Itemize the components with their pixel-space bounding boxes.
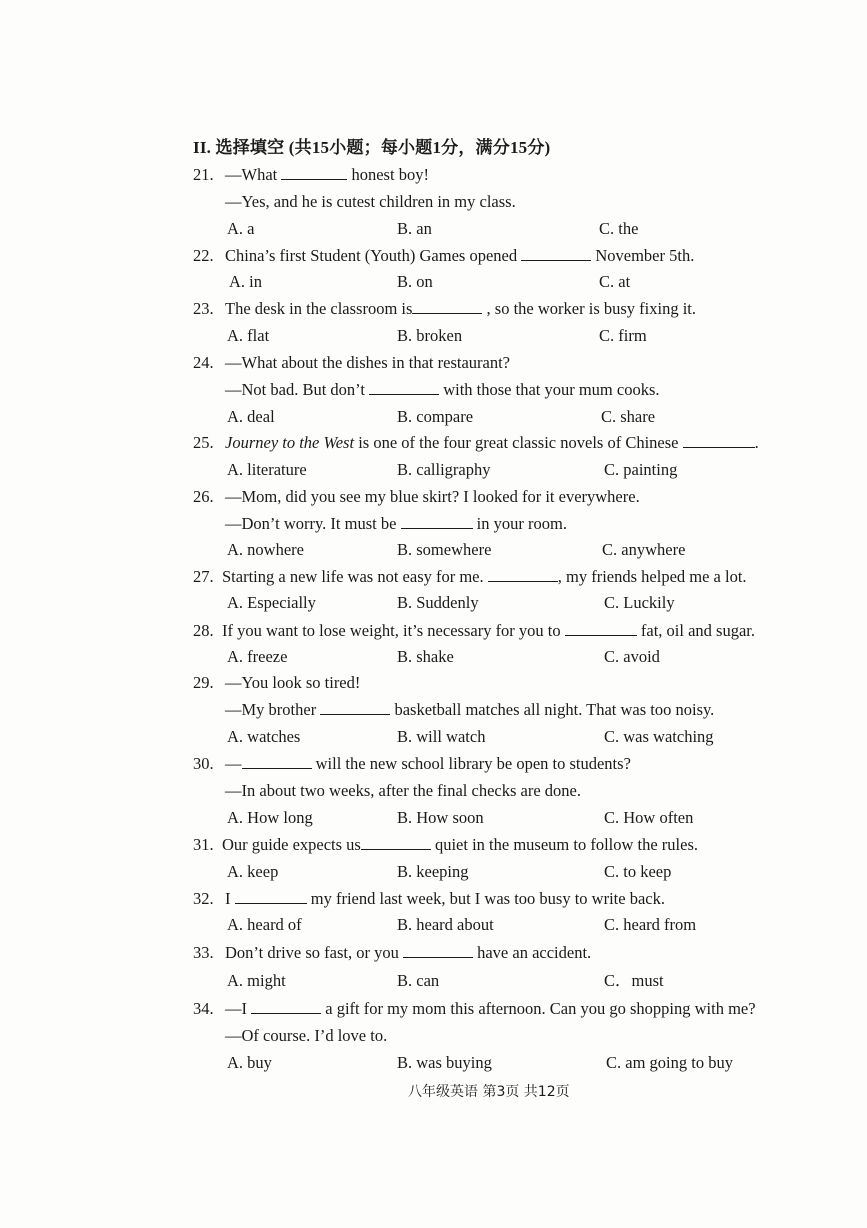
option-c[interactable]: C. at — [599, 272, 631, 291]
question-26-line2: —Don’t worry. It must be in your room. — [225, 514, 567, 533]
question-21-line2: —Yes, and he is cutest children in my class. — [225, 192, 516, 211]
answer-blank[interactable] — [488, 567, 558, 582]
question-27: 27. Starting a new life was not easy for me. , my friends helped me a lot. — [193, 567, 747, 586]
question-32: 32. I my friend last week, but I was too busy to write back. — [193, 889, 665, 908]
option-a[interactable]: A. flat — [227, 326, 270, 345]
question-24: 24. —What about the dishes in that restaurant? — [193, 353, 510, 372]
page-footer: 八年级英语 第3页 共12页 — [408, 1084, 570, 1100]
question-30: 30. — will the new school library be open to students? — [193, 754, 631, 773]
question-30-line2: —In about two weeks, after the final checks are done. — [225, 781, 581, 800]
question-23: 23. The desk in the classroom is , so the worker is busy fixing it. — [193, 299, 696, 318]
option-b[interactable]: B. keeping — [397, 862, 469, 881]
question-34-line2: —Of course. I’d love to. — [225, 1026, 388, 1045]
option-b[interactable]: B. can — [397, 971, 440, 990]
option-c[interactable]: C. Luckily — [604, 593, 675, 612]
option-c[interactable]: C. firm — [599, 326, 647, 345]
option-c[interactable]: C. avoid — [604, 647, 660, 666]
answer-blank[interactable] — [320, 700, 390, 715]
question-21: 21. —What honest boy! — [193, 165, 429, 184]
option-a[interactable]: A. a — [227, 219, 255, 238]
answer-blank[interactable] — [683, 433, 755, 448]
answer-blank[interactable] — [251, 999, 321, 1014]
option-c[interactable]: C. painting — [604, 460, 678, 479]
question-33: 33. Don’t drive so fast, or you have an accident. — [193, 943, 592, 962]
option-c[interactable]: C. heard from — [604, 915, 697, 934]
question-24-line2: —Not bad. But don’t with those that your mum cooks. — [225, 380, 660, 399]
option-a[interactable]: A. Especially — [227, 593, 316, 612]
option-c[interactable]: C. How often — [604, 808, 694, 827]
option-a[interactable]: A. literature — [227, 460, 307, 479]
question-28: 28. If you want to lose weight, it’s necessary for you to fat, oil and sugar. — [193, 621, 755, 640]
option-b[interactable]: B. broken — [397, 326, 463, 345]
question-26: 26. —Mom, did you see my blue skirt? I looked for it everywhere. — [193, 487, 640, 506]
option-b[interactable]: B. calligraphy — [397, 460, 491, 479]
option-c[interactable]: C. am going to buy — [606, 1053, 733, 1072]
answer-blank[interactable] — [235, 889, 307, 904]
option-a[interactable]: A. buy — [227, 1053, 272, 1072]
question-22: 22. China’s first Student (Youth) Games opened November 5th. — [193, 246, 695, 265]
answer-blank[interactable] — [281, 165, 347, 180]
section-title: II. 选择填空 (共15小题；每小题1分，满分15分) — [193, 138, 551, 157]
question-29-line2: —My brother basketball matches all night. That was too noisy. — [225, 700, 715, 719]
option-b[interactable]: B. somewhere — [397, 540, 492, 559]
option-c[interactable]: C. the — [599, 219, 639, 238]
question-25: 25. Journey to the West is one of the four great classic novels of Chinese . — [193, 433, 759, 452]
answer-blank[interactable] — [242, 754, 312, 769]
option-b[interactable]: B. will watch — [397, 727, 486, 746]
option-a[interactable]: A. in — [229, 272, 262, 291]
option-b[interactable]: B. was buying — [397, 1053, 492, 1072]
question-29: 29. —You look so tired! — [193, 673, 361, 692]
option-b[interactable]: B. heard about — [397, 915, 494, 934]
option-c[interactable]: C．must — [604, 971, 664, 990]
answer-blank[interactable] — [412, 299, 482, 314]
option-b[interactable]: B. Suddenly — [397, 593, 479, 612]
option-b[interactable]: B. shake — [397, 647, 454, 666]
option-b[interactable]: B. compare — [397, 407, 474, 426]
answer-blank[interactable] — [521, 246, 591, 261]
answer-blank[interactable] — [403, 943, 473, 958]
option-c[interactable]: C. to keep — [604, 862, 672, 881]
option-c[interactable]: C. was watching — [604, 727, 714, 746]
option-a[interactable]: A. might — [227, 971, 286, 990]
answer-blank[interactable] — [565, 621, 637, 636]
answer-blank[interactable] — [361, 835, 431, 850]
option-c[interactable]: C. anywhere — [602, 540, 686, 559]
option-a[interactable]: A. freeze — [227, 647, 288, 666]
option-b[interactable]: B. on — [397, 272, 433, 291]
option-b[interactable]: B. an — [397, 219, 432, 238]
option-a[interactable]: A. keep — [227, 862, 279, 881]
option-a[interactable]: A. heard of — [227, 915, 302, 934]
question-34: 34. —I a gift for my mom this afternoon. Can you go shopping with me? — [193, 999, 756, 1018]
question-31: 31. Our guide expects us quiet in the museum to follow the rules. — [193, 835, 699, 854]
option-a[interactable]: A. How long — [227, 808, 313, 827]
option-a[interactable]: A. watches — [227, 727, 301, 746]
option-b[interactable]: B. How soon — [397, 808, 484, 827]
option-a[interactable]: A. nowhere — [227, 540, 304, 559]
answer-blank[interactable] — [369, 380, 439, 395]
option-c[interactable]: C. share — [601, 407, 656, 426]
answer-blank[interactable] — [401, 514, 473, 529]
option-a[interactable]: A. deal — [227, 407, 275, 426]
